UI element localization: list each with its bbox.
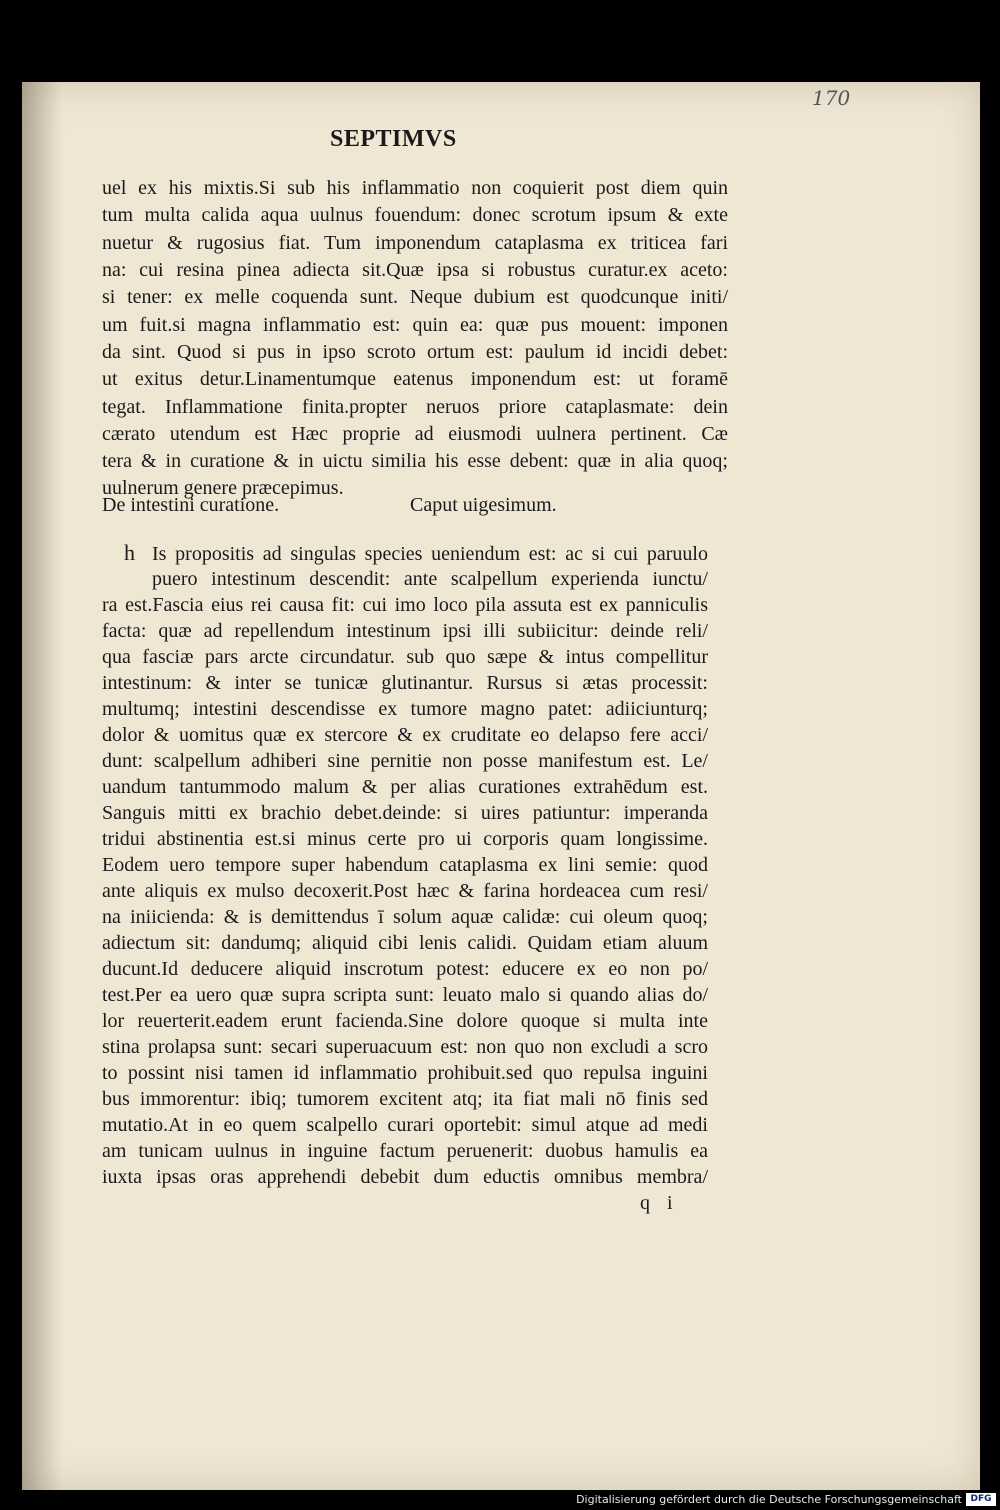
chapter-title: De intestini curatione.	[102, 494, 280, 516]
text-line: ut exitus detur.Linamentumque eatenus imponendum est: ut foramē	[102, 368, 728, 390]
text-line: to possint nisi tamen id inflammatio prohibuit.sed quo repulsa inguini	[102, 1062, 708, 1084]
text-line: tegat. Inflammatione finita.propter neruos priore cataplasmate: dein	[102, 396, 728, 418]
text-line: qua fasciæ pars arcte circundatur. sub quo sæpe & intus compellitur	[102, 646, 708, 668]
text-line: si tener: ex melle coquenda sunt. Neque dubium est quodcunque initi/	[102, 286, 728, 308]
text-line: dunt: scalpellum adhiberi sine pernitie non posse manifestum est. Le/	[102, 750, 708, 772]
text-line: adiectum sit: dandumq; aliquid cibi lenis calidi. Quidam etiam aluum	[102, 932, 708, 954]
text-line: uulnerum genere præcepimus.	[102, 477, 344, 499]
text-line: Is propositis ad singulas species ueniendum est: ac si cui paruulo	[152, 543, 708, 565]
guide-letter: h	[124, 540, 135, 565]
text-line: intestinum: & inter se tunicæ glutinantur. Rursus si ætas processit:	[102, 672, 708, 694]
text-line: Sanguis mitti ex brachio debet.deinde: si uires patiuntur: imperanda	[102, 802, 708, 824]
text-line: um fuit.si magna inflammatio est: quin ea: quæ pus mouent: imponen	[102, 314, 728, 336]
text-line: test.Per ea uero quæ supra scripta sunt: leuato malo si quando alias do/	[102, 984, 708, 1006]
text-line: nuetur & rugosius fiat. Tum imponendum cataplasma ex triticea fari	[102, 232, 728, 254]
text-line: ante aliquis ex mulso decoxerit.Post hæc & farina hordeacea cum resi/	[102, 880, 708, 902]
text-line: facta: quæ ad repellendum intestinum ipsi illi subiicitur: deinde reli/	[102, 620, 708, 642]
text-line: am tunicam uulnus in inguine factum peruenerit: duobus hamulis ea	[102, 1140, 708, 1162]
text-line: Eodem uero tempore super habendum cataplasma ex lini semie: quod	[102, 854, 708, 876]
dfg-logo: DFG	[966, 1493, 996, 1506]
text-line: lor reuerterit.eadem erunt facienda.Sine dolore quoque si multa inte	[102, 1010, 708, 1032]
text-line: bus immorentur: ibiq; tumorem excitent atq; ita fiat mali nō finis sed	[102, 1088, 708, 1110]
text-line: tum multa calida aqua uulnus fouendum: donec scrotum ipsum & exte	[102, 204, 728, 226]
folio-number: 170	[812, 86, 851, 110]
text-line: cærato utendum est Hæc proprie ad eiusmodi uulnera pertinent. Cæ	[102, 423, 728, 445]
footer-bar	[0, 1490, 1000, 1510]
text-line: uel ex his mixtis.Si sub his inflammatio non coquierit post diem quin	[102, 177, 728, 199]
chapter-number: Caput uigesimum.	[410, 494, 557, 516]
funding-credit: Digitalisierung gefördert durch die Deutsche Forschungsgemeinschaft	[576, 1493, 962, 1506]
text-line: ducunt.Id deducere aliquid inscrotum potest: educere ex eo non po/	[102, 958, 708, 980]
text-line: iuxta ipsas oras apprehendi debebit dum eductis omnibus membra/	[102, 1166, 708, 1188]
text-line: tridui abstinentia est.si minus certe pro ui corporis quam longissime.	[102, 828, 708, 850]
text-line: na iniicienda: & is demittendus ī solum aquæ calidæ: cui oleum quoq;	[102, 906, 708, 928]
text-line: tera & in curatione & in uictu similia his esse debent: quæ in alia quoq;	[102, 450, 728, 472]
text-line: na: cui resina pinea adiecta sit.Quæ ipsa si robustus curatur.ex aceto:	[102, 259, 728, 281]
text-line: ra est.Fascia eius rei causa fit: cui imo loco pila assuta est ex panniculis	[102, 594, 708, 616]
signature-mark: q i	[640, 1192, 679, 1214]
running-head: SEPTIMVS	[330, 126, 457, 152]
text-line: puero intestinum descendit: ante scalpellum experienda iunctu/	[152, 568, 708, 590]
text-line: dolor & uomitus quæ ex stercore & ex cruditate eo delapso fere acci/	[102, 724, 708, 746]
text-line: da sint. Quod si pus in ipso scroto ortum est: paulum id incidi debet:	[102, 341, 728, 363]
text-line: uandum tantummodo malum & per alias curationes extrahēdum est.	[102, 776, 708, 798]
text-line: multumq; intestini descendisse ex tumore magno patet: adiiciunturq;	[102, 698, 708, 720]
text-line: stina prolapsa sunt: secari superuacuum est: non quo non excludi a scro	[102, 1036, 708, 1058]
text-line: mutatio.At in eo quem scalpello curari oportebit: simul atque ad medi	[102, 1114, 708, 1136]
